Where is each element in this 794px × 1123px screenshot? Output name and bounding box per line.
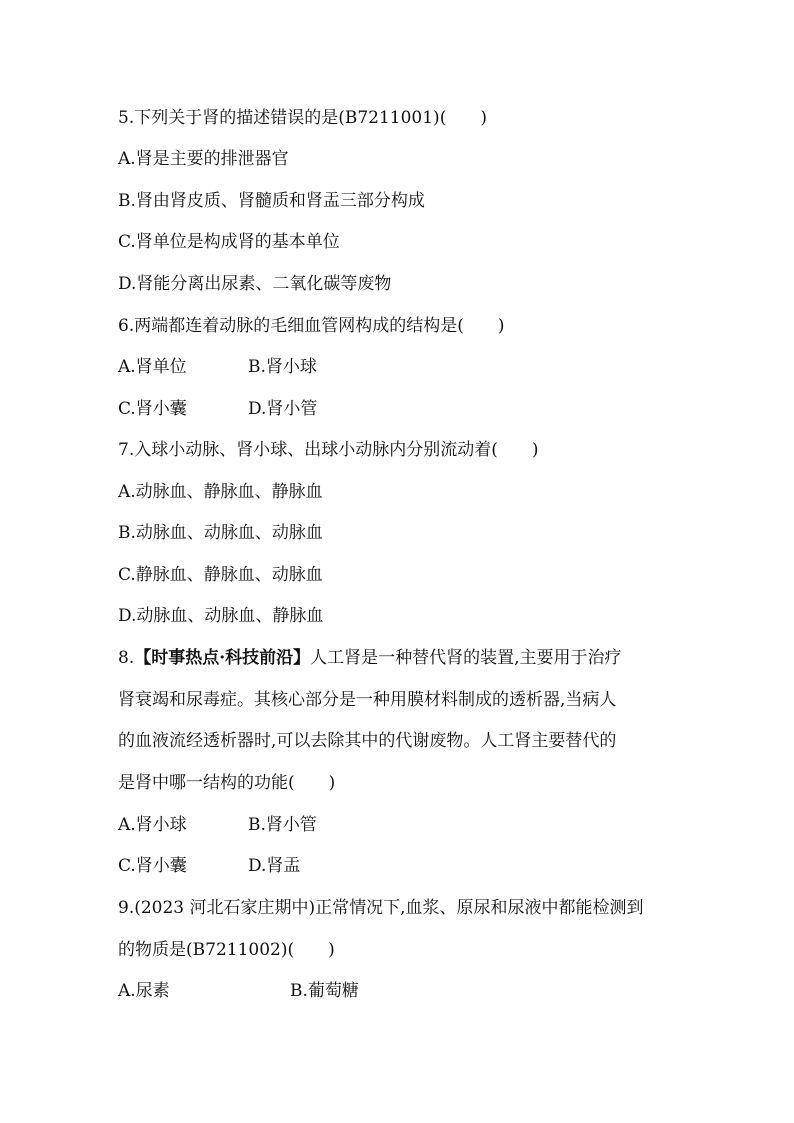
question-8-option-a: A.肾小球 (118, 815, 187, 835)
question-7-option-b: B.动脉血、动脉血、动脉血 (118, 523, 323, 543)
question-8-option-d: D.肾盂 (248, 856, 301, 876)
question-7-option-a: A.动脉血、静脉血、静脉血 (118, 482, 323, 502)
question-8-option-c: C.肾小囊 (118, 856, 187, 876)
question-8-stem-line-2: 肾衰竭和尿毒症。其核心部分是一种用膜材料制成的透析器,当病人 (118, 690, 617, 710)
question-9-option-a: A.尿素 (118, 981, 170, 1001)
question-7-stem: 7.入球小动脉、肾小球、出球小动脉内分别流动着( ) (118, 440, 539, 460)
question-6-option-a: A.肾单位 (118, 357, 187, 377)
question-9-stem-line-2: 的物质是(B7211002)( ) (118, 940, 335, 960)
question-8-stem-text: 人工肾是一种替代肾的装置,主要用于治疗 (310, 648, 622, 668)
question-9-stem-line-1: 9.(2023 河北石家庄期中)正常情况下,血浆、原尿和尿液中都能检测到 (118, 898, 644, 918)
question-7-option-d: D.动脉血、动脉血、静脉血 (118, 606, 324, 626)
question-5-option-c: C.肾单位是构成肾的基本单位 (118, 232, 340, 252)
question-8-number: 8. (118, 648, 135, 668)
question-8-tag: 【时事热点·科技前沿】 (134, 648, 311, 668)
question-5-option-a: A.肾是主要的排泄器官 (118, 149, 289, 169)
question-5-stem: 5.下列关于肾的描述错误的是(B7211001)( ) (118, 108, 487, 128)
question-8-stem-line-4: 是肾中哪一结构的功能( ) (118, 773, 336, 793)
question-8-stem-line-1 (118, 646, 622, 670)
question-5-option-d: D.肾能分离出尿素、二氧化碳等废物 (118, 274, 392, 294)
question-8-stem-line-3: 的血液流经透析器时,可以去除其中的代谢废物。人工肾主要替代的 (118, 731, 617, 751)
question-6-stem: 6.两端都连着动脉的毛细血管网构成的结构是( ) (118, 316, 505, 336)
question-9-option-b: B.葡萄糖 (290, 981, 359, 1001)
question-8-option-b: B.肾小管 (248, 815, 317, 835)
question-5-option-b: B.肾由肾皮质、肾髓质和肾盂三部分构成 (118, 191, 425, 211)
question-6-option-b: B.肾小球 (248, 357, 317, 377)
question-6-option-d: D.肾小管 (248, 399, 318, 419)
question-7-option-c: C.静脉血、静脉血、动脉血 (118, 565, 323, 585)
question-6-option-c: C.肾小囊 (118, 399, 187, 419)
